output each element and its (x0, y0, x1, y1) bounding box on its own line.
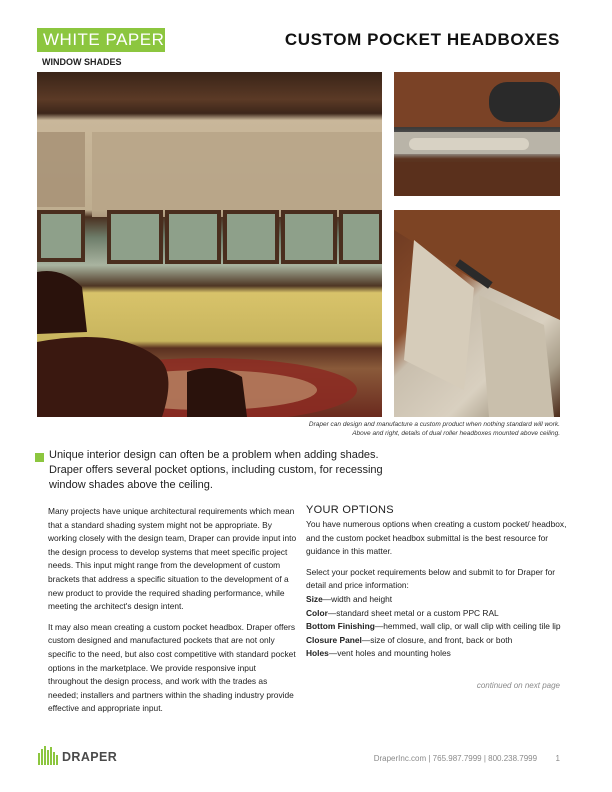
requirement-item: Closure Panel—size of closure, and front, back or both (306, 634, 513, 645)
headbox-detail-photo-top (394, 72, 560, 196)
options-heading: YOUR OPTIONS (306, 504, 394, 516)
room-illustration (37, 72, 382, 417)
room-photo (37, 72, 382, 417)
options-paragraph-2: Select your pocket requirements below and submit to for Draper for detail and price information: (306, 566, 556, 591)
continued-note: continued on next page (476, 681, 560, 690)
footer (374, 754, 560, 763)
left-paragraph-2: It may also mean creating a custom pocket headbox. Draper offers custom designed and manufactured pockets that are not only specific to the need, but also cost competitive with standard pocket options in the marketplace. We provide responsive input throughout the design process, and work with the trades as needed; installers and partners within the shading industry provide effective and appropriate input. (48, 621, 296, 714)
white-paper-badge: WHITE PAPER (37, 28, 165, 52)
page-number: 1 (555, 754, 560, 763)
document-title: CUSTOM POCKET HEADBOXES (284, 30, 560, 49)
intro-bullet-square (35, 453, 44, 462)
draper-logo-text: DRAPER (62, 750, 118, 764)
left-column (48, 505, 298, 723)
right-column (306, 518, 568, 661)
options-paragraph-1: You have numerous options when creating a custom pocket/ headbox, and the custom pocket headbox submittal is the best resource for guidance in this matter. (306, 519, 567, 557)
caption-line-2: Above and right, details of dual roller headboxes mounted above ceiling. (352, 430, 560, 437)
footer-contact: DraperInc.com | 765.987.7999 | 800.238.7999 (373, 754, 538, 763)
intro-text: Unique interior design can often be a problem when adding shades. Draper offers several pocket options, including custom, for recessing window shades above the ceiling. (49, 449, 383, 491)
requirement-item: Holes—vent holes and mounting holes (306, 648, 451, 659)
requirement-item: Color—standard sheet metal or a custom PPC RAL (306, 607, 499, 618)
left-paragraph-1: Many projects have unique architectural requirements which mean that a standard shading system might not be appropriate. By working closely with the design team, Draper can provide input into the design process to develop systems that meet specific project needs. This input might range from the development of custom brackets that address a specific situation to the development of a new product to provide the required shading performance, while meeting the architect's design intent. (48, 506, 297, 612)
document-subtitle: WINDOW SHADES (42, 57, 122, 67)
headbox-detail-photo-bottom (394, 210, 560, 417)
dual-roller-illustration (394, 210, 560, 417)
requirement-item: Bottom Finishing—hemmed, wall clip, or wall clip with ceiling tile lip (306, 621, 561, 632)
roller-detail-illustration (394, 72, 560, 196)
photo-caption (160, 420, 560, 438)
caption-line-1: Draper can design and manufacture a custom product when nothing standard will work. (308, 421, 560, 428)
requirement-item: Size—width and height (306, 593, 393, 604)
